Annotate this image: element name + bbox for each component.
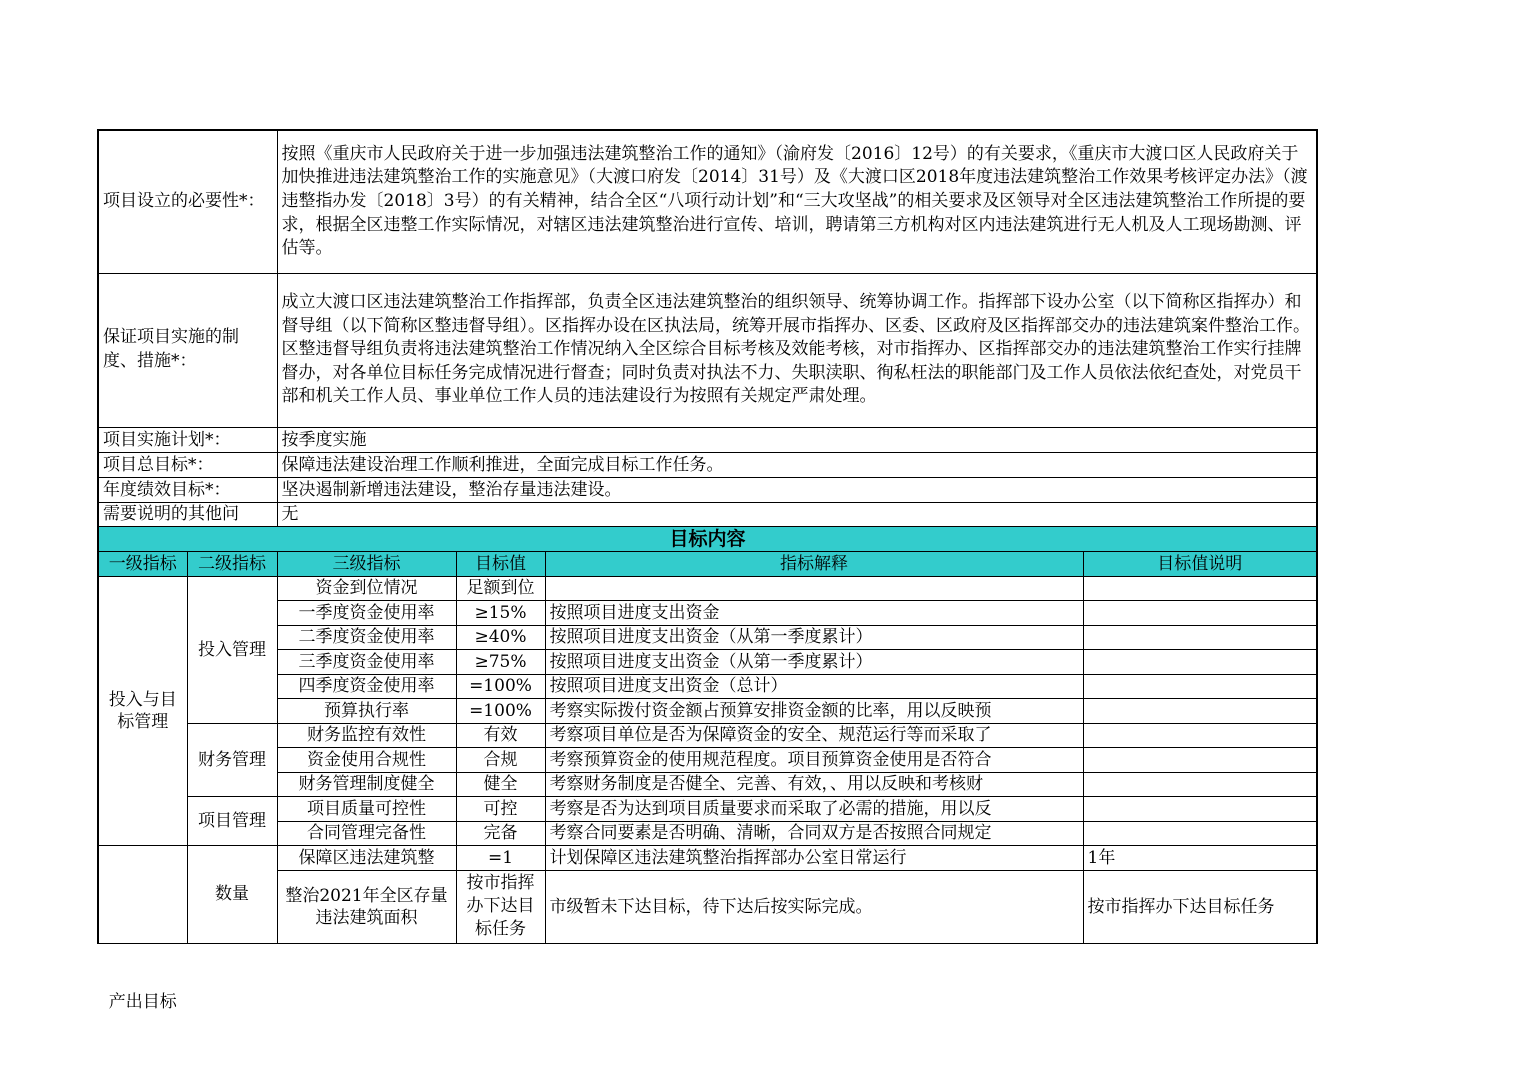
target-cell: 健全 xyxy=(456,772,545,796)
column-header: 一级指标 xyxy=(98,551,187,576)
note-cell xyxy=(1083,576,1317,600)
column-header: 三级指标 xyxy=(277,551,456,576)
target-cell: ≥40% xyxy=(456,625,545,649)
level3-cell: 三季度资金使用率 xyxy=(277,649,456,674)
info-label: 项目实施计划*： xyxy=(98,427,277,452)
explain-cell: 按照项目进度支出资金 xyxy=(545,600,1083,625)
info-label: 项目总目标*： xyxy=(98,452,277,477)
info-row-annual-target xyxy=(98,477,1317,502)
level3-cell: 资金使用合规性 xyxy=(277,747,456,772)
table-row xyxy=(98,870,1317,943)
target-cell: =1 xyxy=(456,845,545,870)
spreadsheet-page xyxy=(97,129,1316,1012)
explain-cell xyxy=(545,576,1083,600)
explain-cell: 按照项目进度支出资金（从第一季度累计） xyxy=(545,649,1083,674)
note-cell xyxy=(1083,747,1317,772)
explain-cell: 市级暂未下达目标，待下达后按实际完成。 xyxy=(545,870,1083,943)
note-cell xyxy=(1083,600,1317,625)
info-text: 无 xyxy=(277,502,1317,526)
target-cell: 可控 xyxy=(456,796,545,821)
target-cell: 完备 xyxy=(456,821,545,845)
level1-label: 产出目标 xyxy=(108,991,177,1012)
target-cell: =100% xyxy=(456,674,545,698)
note-cell xyxy=(1083,698,1317,723)
project-performance-table xyxy=(97,129,1318,1012)
target-cell: 足额到位 xyxy=(456,576,545,600)
level3-cell: 合同管理完备性 xyxy=(277,821,456,845)
table-row xyxy=(98,600,1317,625)
target-cell: ≥75% xyxy=(456,649,545,674)
section-title-row xyxy=(98,526,1317,551)
target-cell: =100% xyxy=(456,698,545,723)
level3-cell: 财务监控有效性 xyxy=(277,723,456,747)
level3-cell: 四季度资金使用率 xyxy=(277,674,456,698)
explain-cell: 考察财务制度是否健全、完善、有效，、用以反映和考核财 xyxy=(545,772,1083,796)
column-header-row xyxy=(98,551,1317,576)
explain-cell: 考察合同要素是否明确、清晰，合同双方是否按照合同规定 xyxy=(545,821,1083,845)
level3-cell: 整治2021年全区存量违法建筑面积 xyxy=(277,870,456,943)
info-text: 保障违法建设治理工作顺利推进，全面完成目标工作任务。 xyxy=(277,452,1317,477)
section-title: 目标内容 xyxy=(98,526,1317,551)
level2-cell: 财务管理 xyxy=(187,723,277,796)
note-cell xyxy=(1083,821,1317,845)
info-row-measures xyxy=(98,273,1317,427)
level3-cell: 项目质量可控性 xyxy=(277,796,456,821)
info-text: 按季度实施 xyxy=(277,427,1317,452)
info-label: 年度绩效目标*： xyxy=(98,477,277,502)
level3-cell: 预算执行率 xyxy=(277,698,456,723)
note-cell xyxy=(1083,674,1317,698)
info-text: 坚决遏制新增违法建设，整治存量违法建设。 xyxy=(277,477,1317,502)
target-cell: ≥15% xyxy=(456,600,545,625)
explain-cell: 考察实际拨付资金额占预算安排资金额的比率，用以反映预 xyxy=(545,698,1083,723)
table-row xyxy=(98,698,1317,723)
explain-cell: 按照项目进度支出资金（总计） xyxy=(545,674,1083,698)
level3-cell: 一季度资金使用率 xyxy=(277,600,456,625)
table-row xyxy=(98,821,1317,845)
level1-cell: 投入与目标管理 xyxy=(98,576,187,845)
target-cell: 合规 xyxy=(456,747,545,772)
level1-cell xyxy=(98,845,187,1012)
explain-cell: 考察预算资金的使用规范程度。项目预算资金使用是否符合 xyxy=(545,747,1083,772)
note-cell xyxy=(1083,772,1317,796)
column-header: 目标值 xyxy=(456,551,545,576)
explain-cell: 按照项目进度支出资金（从第一季度累计） xyxy=(545,625,1083,649)
table-row xyxy=(98,845,1317,870)
note-cell xyxy=(1083,625,1317,649)
table-row xyxy=(98,772,1317,796)
info-row-other xyxy=(98,502,1317,526)
level2-cell: 数量 xyxy=(187,845,277,943)
explain-cell: 计划保障区违法建筑整治指挥部办公室日常运行 xyxy=(545,845,1083,870)
table-row xyxy=(98,576,1317,600)
table-row xyxy=(98,723,1317,747)
info-text: 成立大渡口区违法建筑整治工作指挥部，负责全区违法建筑整治的组织领导、统筹协调工作。指挥部下设办公室（以下简称区指挥办）和督导组（以下简称区整违督导组）。区指挥办设在区执法局，统筹开展市指挥办、区委、区政府及区指挥部交办的违法建筑案件整治工作。区整违督导组负责将违法建筑整治工作情况纳入全区综合目标考核及效能考核，对市指挥办、区指挥部交办的违法建筑整治工作实行挂牌督办，对各单位目标任务完成情况进行督查；同时负责对执法不力、失职渎职、徇私枉法的职能部门及工作人员依法依纪查处，对党员干部和机关工作人员、事业单位工作人员的违法建设行为按照有关规定严肃处理。 xyxy=(277,273,1317,427)
level3-cell: 保障区违法建筑整 xyxy=(277,845,456,870)
column-header: 二级指标 xyxy=(187,551,277,576)
table-row xyxy=(98,649,1317,674)
column-header: 目标值说明 xyxy=(1083,551,1317,576)
note-cell: 按市指挥办下达目标任务 xyxy=(1083,870,1317,943)
column-header: 指标解释 xyxy=(545,551,1083,576)
info-label: 项目设立的必要性*： xyxy=(98,130,277,273)
level3-cell: 财务管理制度健全 xyxy=(277,772,456,796)
info-row-goal xyxy=(98,452,1317,477)
info-row-plan xyxy=(98,427,1317,452)
level2-cell: 项目管理 xyxy=(187,796,277,845)
table-row xyxy=(98,674,1317,698)
target-cell: 按市指挥办下达目标任务 xyxy=(456,870,545,943)
info-text: 按照《重庆市人民政府关于进一步加强违法建筑整治工作的通知》（渝府发〔2016〕12号）的有关要求，《重庆市大渡口区人民政府关于加快推进违法建筑整治工作的实施意见》（大渡口府发〔2014〕31号）及《大渡口区2018年度违法建筑整治工作效果考核评定办法》（渡违整指办发〔2018〕3号）的有关精神，结合全区“八项行动计划”和“三大攻坚战”的相关要求及区领导对全区违法建筑整治工作所提的要求，根据全区违整工作实际情况，对辖区违法建筑整治进行宣传、培训，聘请第三方机构对区内违法建筑进行无人机及人工现场勘测、评估等。 xyxy=(277,130,1317,273)
level3-cell: 资金到位情况 xyxy=(277,576,456,600)
info-label: 需要说明的其他问 xyxy=(98,502,277,526)
level2-cell: 投入管理 xyxy=(187,576,277,723)
note-cell xyxy=(1083,796,1317,821)
table-row xyxy=(98,796,1317,821)
note-cell xyxy=(1083,723,1317,747)
explain-cell: 考察项目单位是否为保障资金的安全、规范运行等而采取了 xyxy=(545,723,1083,747)
explain-cell: 考察是否为达到项目质量要求而采取了必需的措施，用以反 xyxy=(545,796,1083,821)
note-cell xyxy=(1083,649,1317,674)
target-cell: 有效 xyxy=(456,723,545,747)
level3-cell: 二季度资金使用率 xyxy=(277,625,456,649)
table-row xyxy=(98,625,1317,649)
info-row-necessity xyxy=(98,130,1317,273)
info-label: 保证项目实施的制度、措施*： xyxy=(98,273,277,427)
note-cell: 1年 xyxy=(1083,845,1317,870)
table-row xyxy=(98,747,1317,772)
